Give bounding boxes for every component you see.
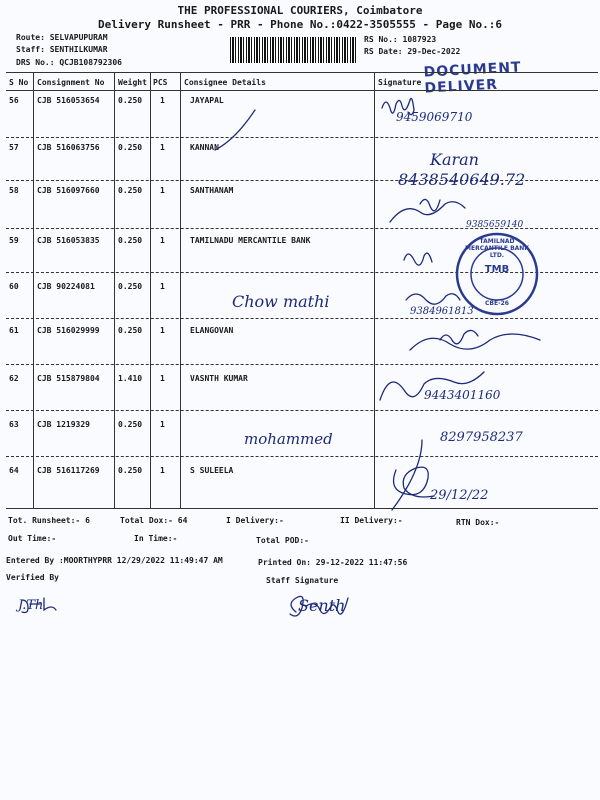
row-consignment: CJB 515879804 [37,374,100,383]
row-consignment: CJB 516029999 [37,326,100,335]
row-consignee: ELANGOVAN [190,326,234,335]
signature-58b [420,199,440,210]
handwritten-phone-62: 9443401160 [424,388,501,402]
row-pcs: 1 [160,282,165,291]
row-weight: 1.410 [118,374,143,383]
row-weight: 0.250 [118,186,143,195]
col-sno: S No [9,78,29,87]
i-delivery: I Delivery:- [226,516,284,525]
handwritten-date-64: 29/12/22 [430,488,489,503]
row-pcs: 1 [160,420,165,429]
total-pod: Total POD:- [256,536,309,545]
col-weight: Weight [118,78,147,87]
rs-number: RS No.: 1087923 [364,35,437,44]
staff-label: Staff: SENTHILKUMAR [16,45,108,54]
row-weight: 0.250 [118,282,143,291]
row-sno: 61 [9,326,19,335]
route-label: Route: SELVAPUPURAM [16,33,108,42]
runsheet-subtitle: Delivery Runsheet - PRR - Phone No.:0422-3505555 - Page No.:6 [98,18,502,31]
row-pcs: 1 [160,143,165,152]
signature-59 [404,253,432,265]
row-consignee: JAYAPAL [190,96,224,105]
handwritten-name-63: mohammed [244,430,333,448]
row-sno: 57 [9,143,19,152]
row-sno: 62 [9,374,19,383]
row-consignment: CJB 90224081 [37,282,95,291]
signature-60 [406,294,460,304]
row-weight: 0.250 [118,466,143,475]
staff-signature-text: Senth [298,596,346,615]
handwritten-phone-60: 9384961813 [410,306,474,317]
handwritten-phone-56: 9459069710 [396,110,473,124]
row-weight: 0.250 [118,236,143,245]
seal-ring-text: TAMILNAD MERCANTILE BANK LTD. [465,238,529,259]
row-consignee: S SULEELA [190,466,234,475]
row-weight: 0.250 [118,326,143,335]
handwritten-phone-57: 8438540649.72 [398,170,526,189]
row-weight: 0.250 [118,96,143,105]
col-consignment: Consignment No [37,78,105,87]
row-pcs: 1 [160,186,165,195]
drs-number: DRS No.: QCJB108792306 [16,58,122,67]
signature-64 [394,467,434,497]
entered-by: Entered By :MOORTHYPRR 12/29/2022 11:49:47 AM [6,556,223,565]
row-pcs: 1 [160,96,165,105]
row-weight: 0.250 [118,420,143,429]
company-title: THE PROFESSIONAL COURIERS, Coimbatore [177,4,423,17]
total-runsheet: Tot. Runsheet:- 6 [8,516,90,525]
total-dox: Total Dox:- 64 [120,516,188,525]
row-consignee: VASNTH KUMAR [190,374,248,383]
row-consignee: KANNAN [190,143,219,152]
signature-61 [410,334,540,350]
row-sno: 63 [9,420,19,429]
out-time: Out Time:- [8,534,57,543]
handwritten-phone-58: 9385659140 [466,220,524,230]
row-pcs: 1 [160,326,165,335]
staff-signature-label: Staff Signature [266,576,339,585]
document-delivered-stamp: DOCUMENT DELIVER [423,59,522,97]
row-weight: 0.250 [118,143,143,152]
rtn-dox: RTN Dox:- [456,518,500,527]
row-consignee: TAMILNADU MERCANTILE BANK [190,236,311,245]
row-pcs: 1 [160,466,165,475]
pen-stroke [215,110,255,150]
row-consignment: CJB 516053654 [37,96,100,105]
row-sno: 60 [9,282,19,291]
verified-by-signature-text: J.Th [18,598,44,613]
signature-58 [390,202,465,222]
handwritten-name-57: Karan [430,150,479,169]
row-consignment: CJB 516117269 [37,466,100,475]
printed-on: Printed On: 29-12-2022 11:47:56 [258,558,408,567]
row-sno: 58 [9,186,19,195]
row-sno: 59 [9,236,19,245]
seal-center-text: TMB [484,264,510,275]
ii-delivery: II Delivery:- [340,516,403,525]
row-consignment: CJB 1219329 [37,420,90,429]
col-pcs: PCS [153,78,168,87]
row-consignment: CJB 516053835 [37,236,100,245]
signature-64b [392,440,422,510]
in-time: In Time:- [134,534,178,543]
seal-branch-text: CBE-26 [485,300,509,307]
row-pcs: 1 [160,236,165,245]
handwritten-name-60: Chow mathi [232,292,330,311]
verified-by-label: Verified By [6,573,59,582]
rs-date: RS Date: 29-Dec-2022 [364,47,461,56]
row-consignment: CJB 516097660 [37,186,100,195]
col-signature: Signature [378,78,422,87]
row-consignee: SANTHANAM [190,186,234,195]
handwritten-phone-63: 8297958237 [440,430,523,445]
row-pcs: 1 [160,374,165,383]
row-sno: 64 [9,466,19,475]
col-consignee: Consignee Details [184,78,266,87]
row-consignment: CJB 516063756 [37,143,100,152]
row-sno: 56 [9,96,19,105]
